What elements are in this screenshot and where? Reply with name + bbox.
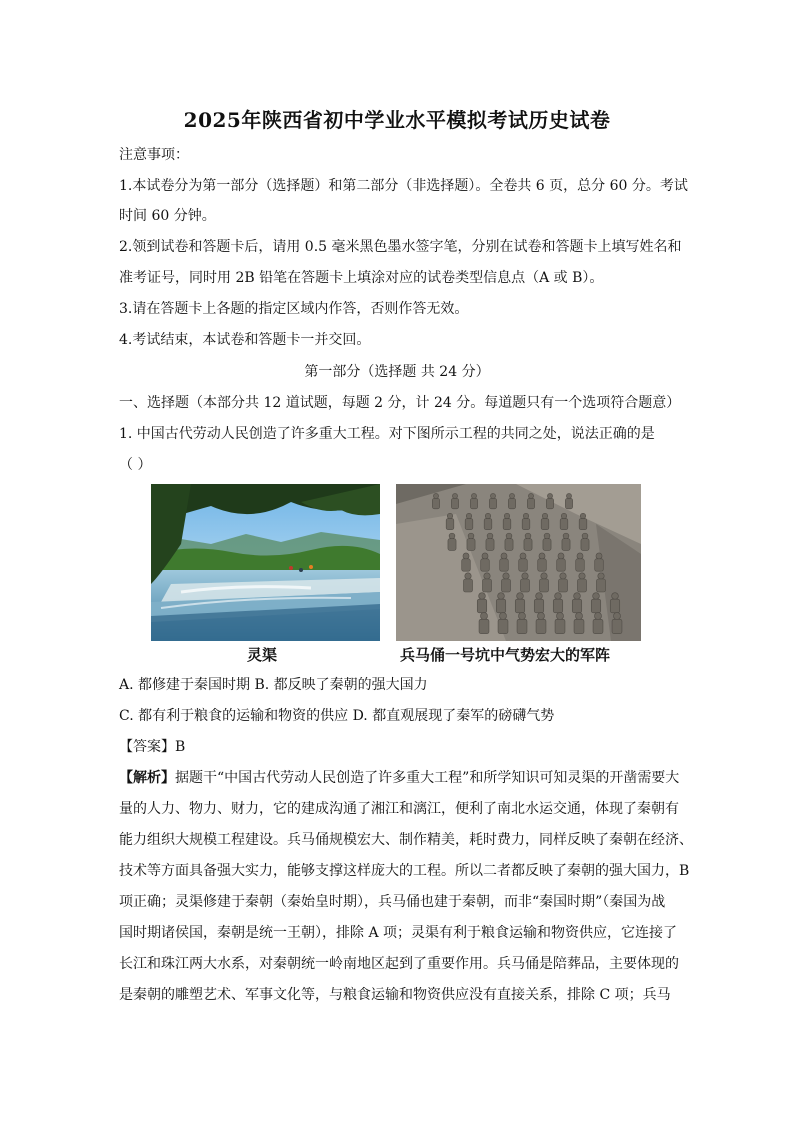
analysis-line: 是秦朝的雕塑艺术、军事文化等，与粮食运输和物资供应没有直接关系，排除 C 项；兵马 xyxy=(119,987,671,1003)
soldier-head xyxy=(555,593,562,600)
soldier-head xyxy=(465,573,471,579)
soldier-head xyxy=(558,553,564,559)
soldier-body xyxy=(572,599,581,613)
analysis-line: 技术等方面具备强大实力，能够支撑这样庞大的工程。所以二者都反映了秦朝的强大国力，B xyxy=(119,863,690,879)
soldier-head xyxy=(537,612,544,619)
analysis-line: 国时期诸侯国，秦朝是统一王朝），排除 A 项；灵渠有利于粮食运输和物资供应，它连接了 xyxy=(119,925,678,941)
soldier-head xyxy=(566,493,571,498)
soldier-body xyxy=(498,619,508,633)
terracotta-photo xyxy=(396,484,641,641)
notice-line: 3.请在答题卡上各题的指定区域内作答，否则作答无效。 xyxy=(119,301,469,317)
lingqu-caption: 灵渠 xyxy=(247,646,278,664)
question-blank: （ ） xyxy=(119,457,152,473)
soldier-body xyxy=(524,539,532,551)
soldier-head xyxy=(556,612,563,619)
soldier-head xyxy=(577,553,583,559)
soldier-body xyxy=(465,519,473,530)
soldier-head xyxy=(452,493,457,498)
soldier-head xyxy=(468,533,474,539)
soldier-body xyxy=(562,539,570,551)
soldier-body xyxy=(481,559,490,571)
soldier-head xyxy=(582,533,588,539)
soldier-body xyxy=(574,619,584,633)
question-stem: 1. 中国古代劳动人民创造了许多重大工程。对下图所示工程的共同之处，说法正确的是 xyxy=(119,426,655,442)
soldier-head xyxy=(490,493,495,498)
soldier-head xyxy=(498,593,505,600)
soldier-head xyxy=(506,533,512,539)
analysis-line xyxy=(119,768,689,788)
soldier-body xyxy=(517,619,527,633)
soldier-body xyxy=(486,539,494,551)
soldier-body xyxy=(489,498,496,508)
soldier-body xyxy=(595,559,604,571)
soldier-body xyxy=(581,539,589,551)
soldier-body xyxy=(553,599,562,613)
soldier-head xyxy=(539,553,545,559)
soldier-head xyxy=(482,553,488,559)
soldier-head xyxy=(560,573,566,579)
soldier-body xyxy=(483,579,492,592)
soldier-head xyxy=(563,533,569,539)
soldier-body xyxy=(579,519,587,530)
soldier-head xyxy=(485,513,490,518)
soldier-body xyxy=(536,619,546,633)
soldier-body xyxy=(534,599,543,613)
soldier-body xyxy=(479,619,489,633)
soldier-head xyxy=(579,573,585,579)
soldier-body xyxy=(540,579,549,592)
notice-line: 1.本试卷分为第一部分（选择题）和第二部分（非选择题）。全卷共 6 页，总分 60 分。考试 xyxy=(119,178,688,194)
soldier-head xyxy=(501,553,507,559)
soldier-body xyxy=(432,498,439,508)
soldier-head xyxy=(433,493,438,498)
soldier-head xyxy=(542,513,547,518)
soldier-head xyxy=(612,593,619,600)
soldier-head xyxy=(509,493,514,498)
soldier-head xyxy=(520,553,526,559)
section-heading: 一、选择题（本部分共 12 道试题，每题 2 分，计 24 分。每道题只有一个选项符合题意） xyxy=(119,395,681,411)
soldier-head xyxy=(503,573,509,579)
page-title: 2025年陕西省初中学业水平模拟考试历史试卷 xyxy=(183,108,611,132)
answer-line: 【答案】B xyxy=(119,739,186,755)
part-one-heading: 第一部分（选择题 共 24 分） xyxy=(304,364,490,380)
notice-line: 时间 60 分钟。 xyxy=(119,208,216,224)
analysis-line: 能力组织大规模工程建设。兵马俑规模宏大、制作精美，耗时费力，同样反映了秦朝在经济、 xyxy=(119,832,693,848)
soldier-head xyxy=(487,533,493,539)
soldier-head xyxy=(504,513,509,518)
soldier-head xyxy=(484,573,490,579)
soldier-body xyxy=(467,539,475,551)
soldier-body xyxy=(470,498,477,508)
soldier-head xyxy=(541,573,547,579)
soldier-body xyxy=(522,519,530,530)
soldier-body xyxy=(451,498,458,508)
soldier-head xyxy=(447,513,452,518)
options-row: C. 都有利于粮食的运输和物资的供应 D. 都直观展现了秦军的磅礴气势 xyxy=(119,708,555,724)
lingqu-photo xyxy=(151,484,380,641)
soldier-body xyxy=(612,619,622,633)
analysis-line: 项正确；灵渠修建于秦朝（秦始皇时期），兵马俑也建于秦朝，而非“秦国时期”（秦国为战 xyxy=(119,894,666,910)
soldier-body xyxy=(519,559,528,571)
soldier-head xyxy=(574,593,581,600)
soldier-body xyxy=(543,539,551,551)
soldier-body xyxy=(593,619,603,633)
soldier-body xyxy=(610,599,619,613)
soldier-head xyxy=(561,513,566,518)
soldier-body xyxy=(462,559,471,571)
analysis-label: 【解析】 xyxy=(119,770,175,786)
soldier-body xyxy=(500,559,509,571)
terracotta-caption: 兵马俑一号坑中气势宏大的军阵 xyxy=(400,646,611,664)
soldier-head xyxy=(479,593,486,600)
soldier-head xyxy=(518,612,525,619)
soldier-body xyxy=(505,539,513,551)
soldier-body xyxy=(559,579,568,592)
soldier-head xyxy=(499,612,506,619)
soldier-body xyxy=(502,579,511,592)
soldier-body xyxy=(515,599,524,613)
lingqu-image xyxy=(151,484,380,664)
analysis-line: 长江和珠江两大水系，对秦朝统一岭南地区起到了重要作用。兵马俑是陪葬品，主要体现的 xyxy=(119,956,679,972)
soldier-head xyxy=(480,612,487,619)
soldier-head xyxy=(544,533,550,539)
soldier-body xyxy=(541,519,549,530)
soldier-body xyxy=(557,559,566,571)
soldier-head xyxy=(523,513,528,518)
soldier-body xyxy=(555,619,565,633)
soldier-body xyxy=(538,559,547,571)
soldier-body xyxy=(527,498,534,508)
options-row: A. 都修建于秦国时期 B. 都反映了秦朝的强大国力 xyxy=(119,677,428,693)
soldier-head xyxy=(547,493,552,498)
soldier-head xyxy=(596,553,602,559)
soldier-body xyxy=(477,599,486,613)
soldier-body xyxy=(521,579,530,592)
soldier-head xyxy=(517,593,524,600)
soldier-head xyxy=(536,593,543,600)
terracotta-image xyxy=(396,484,641,664)
soldier-head xyxy=(463,553,469,559)
soldier-head xyxy=(613,612,620,619)
soldier-body xyxy=(448,539,456,551)
soldier-head xyxy=(528,493,533,498)
soldier-head xyxy=(598,573,604,579)
notice-line: 2.领到试卷和答题卡后，请用 0.5 毫米黑色墨水签字笔，分别在试卷和答题卡上填写姓名和 xyxy=(119,239,682,255)
soldier-body xyxy=(446,519,454,530)
soldier-body xyxy=(576,559,585,571)
analysis-line: 量的人力、物力、财力，它的建成沟通了湘江和漓江，便利了南北水运交通，体现了秦朝有 xyxy=(119,801,679,817)
soldier-body xyxy=(546,498,553,508)
soldier-body xyxy=(496,599,505,613)
soldier-head xyxy=(593,593,600,600)
soldier-head xyxy=(522,573,528,579)
soldier-body xyxy=(565,498,572,508)
soldier-body xyxy=(484,519,492,530)
soldier-head xyxy=(594,612,601,619)
analysis-text: 据题干“中国古代劳动人民创造了许多重大工程”和所学知识可知灵渠的开凿需要大 xyxy=(175,770,680,786)
soldier-head xyxy=(580,513,585,518)
soldier-body xyxy=(597,579,606,592)
soldier-body xyxy=(591,599,600,613)
soldier-head xyxy=(449,533,455,539)
soldier-body xyxy=(464,579,473,592)
soldier-head xyxy=(525,533,531,539)
notice-line: 准考证号，同时用 2B 铅笔在答题卡上填涂对应的试卷类型信息点（A 或 B）。 xyxy=(119,270,604,286)
soldier-head xyxy=(575,612,582,619)
soldier-body xyxy=(578,579,587,592)
soldier-body xyxy=(503,519,511,530)
soldier-head xyxy=(466,513,471,518)
soldier-body xyxy=(508,498,515,508)
notice-heading: 注意事项： xyxy=(119,147,189,163)
notice-line: 4.考试结束，本试卷和答题卡一并交回。 xyxy=(119,332,371,348)
soldier-body xyxy=(560,519,568,530)
soldier-head xyxy=(471,493,476,498)
